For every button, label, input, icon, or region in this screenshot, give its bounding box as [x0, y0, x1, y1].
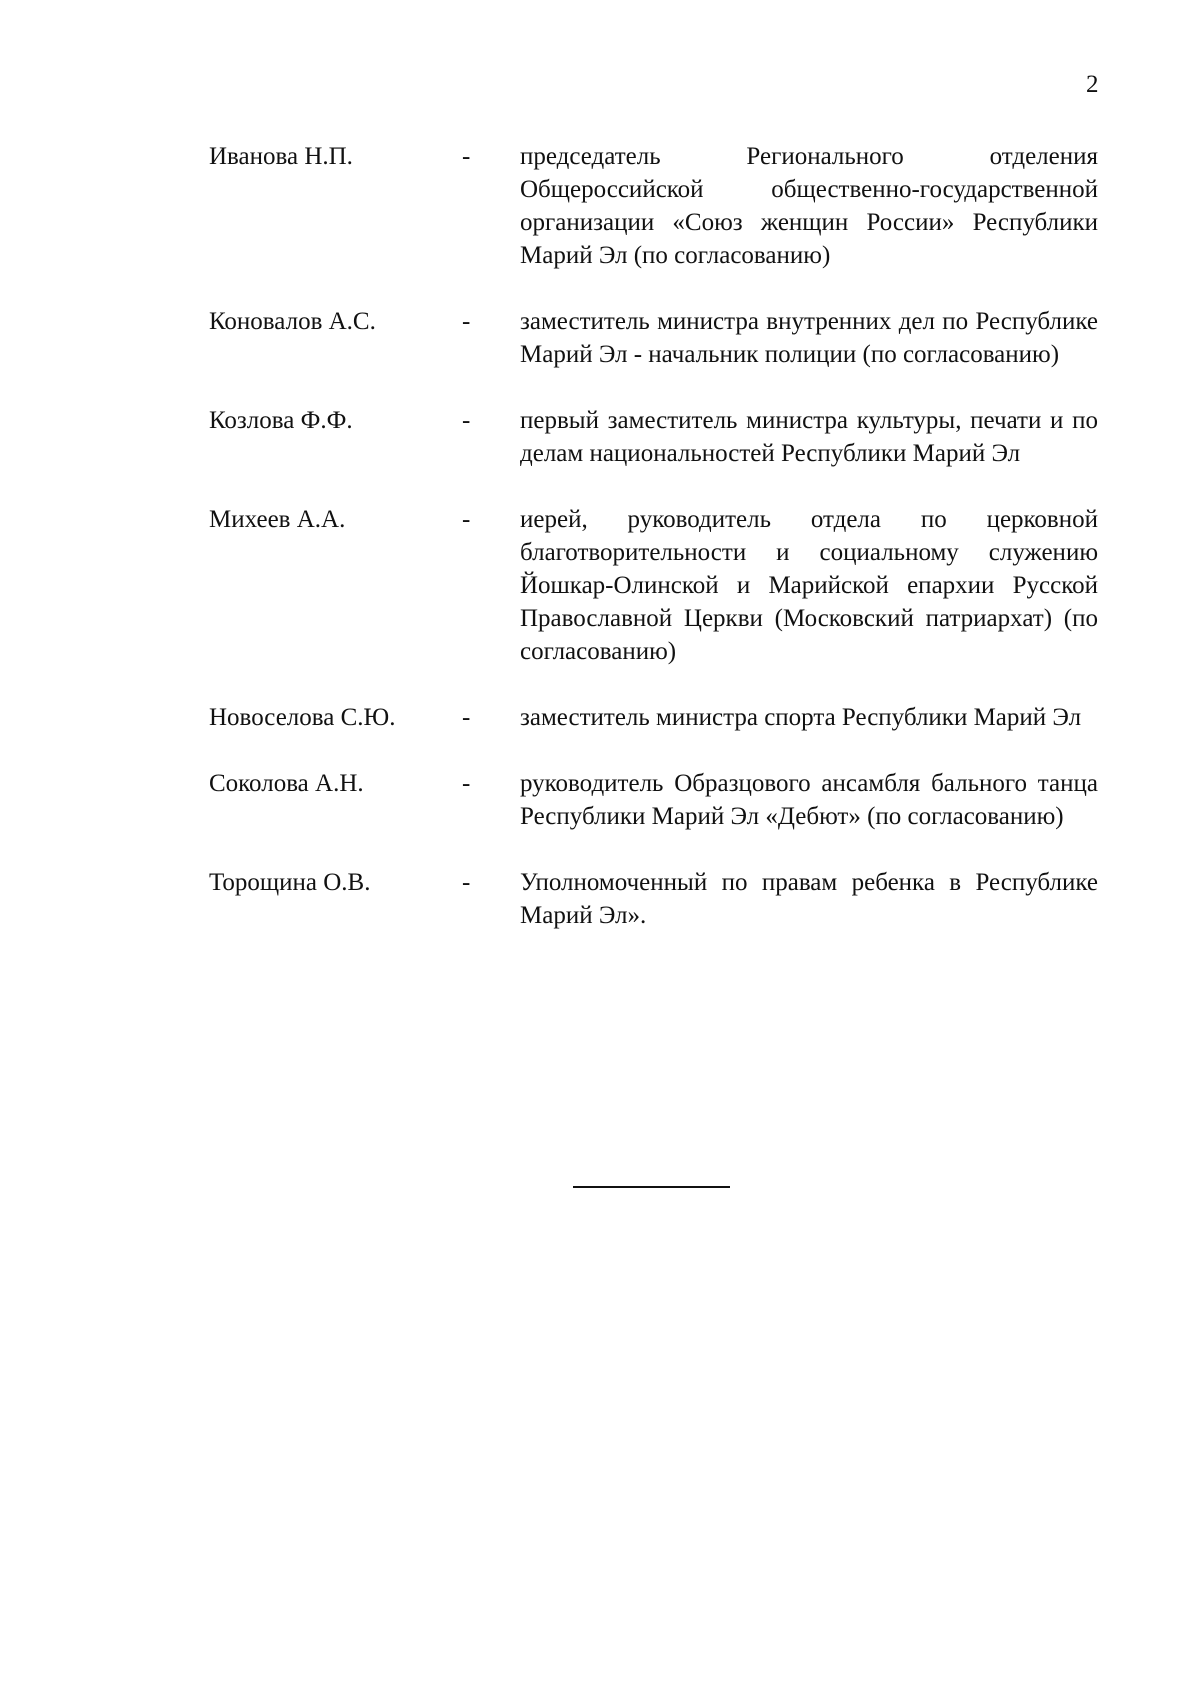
member-name: Соколова А.Н. — [209, 770, 364, 797]
member-position: первый заместитель министра культуры, печати и по делам национальностей Республики Марий Эл — [520, 407, 1098, 467]
member-row — [0, 305, 1200, 371]
member-dash: - — [462, 506, 471, 533]
member-dash: - — [462, 407, 471, 434]
member-row — [0, 767, 1200, 833]
member-dash: - — [462, 143, 471, 170]
member-name: Козлова Ф.Ф. — [209, 407, 353, 434]
page-number: 2 — [1086, 71, 1099, 98]
member-name: Михеев А.А. — [209, 506, 346, 533]
member-dash: - — [462, 308, 471, 335]
member-row — [0, 866, 1200, 932]
member-row — [0, 404, 1200, 470]
member-name: Коновалов А.С. — [209, 308, 376, 335]
member-row — [0, 503, 1200, 668]
member-dash: - — [462, 869, 471, 896]
member-dash: - — [462, 704, 471, 731]
end-of-list-rule — [573, 1186, 730, 1188]
member-name: Иванова Н.П. — [209, 143, 353, 170]
member-row — [0, 140, 1200, 272]
member-name: Новоселова С.Ю. — [209, 704, 396, 731]
members-list — [0, 140, 1200, 932]
member-position: заместитель министра спорта Республики Марий Эл — [520, 704, 1082, 731]
member-position: иерей, руководитель отдела по церковной благотворительности и социальному служению Йошкар-Олинской и Марийской епархии Русской Православной Церкви (Московский патриархат) (по согласованию) — [520, 506, 1098, 665]
member-dash: - — [462, 770, 471, 797]
member-position: Уполномоченный по правам ребенка в Республике Марий Эл». — [520, 869, 1098, 929]
member-position: заместитель министра внутренних дел по Республике Марий Эл - начальник полиции (по согласованию) — [520, 308, 1098, 368]
member-name: Торощина О.В. — [209, 869, 371, 896]
member-row — [0, 701, 1200, 734]
member-position: руководитель Образцового ансамбля бального танца Республики Марий Эл «Дебют» (по согласованию) — [520, 770, 1098, 830]
member-position: председатель Регионального отделения Общероссийской общественно-государственной организации «Союз женщин России» Республики Марий Эл (по согласованию) — [520, 143, 1098, 269]
